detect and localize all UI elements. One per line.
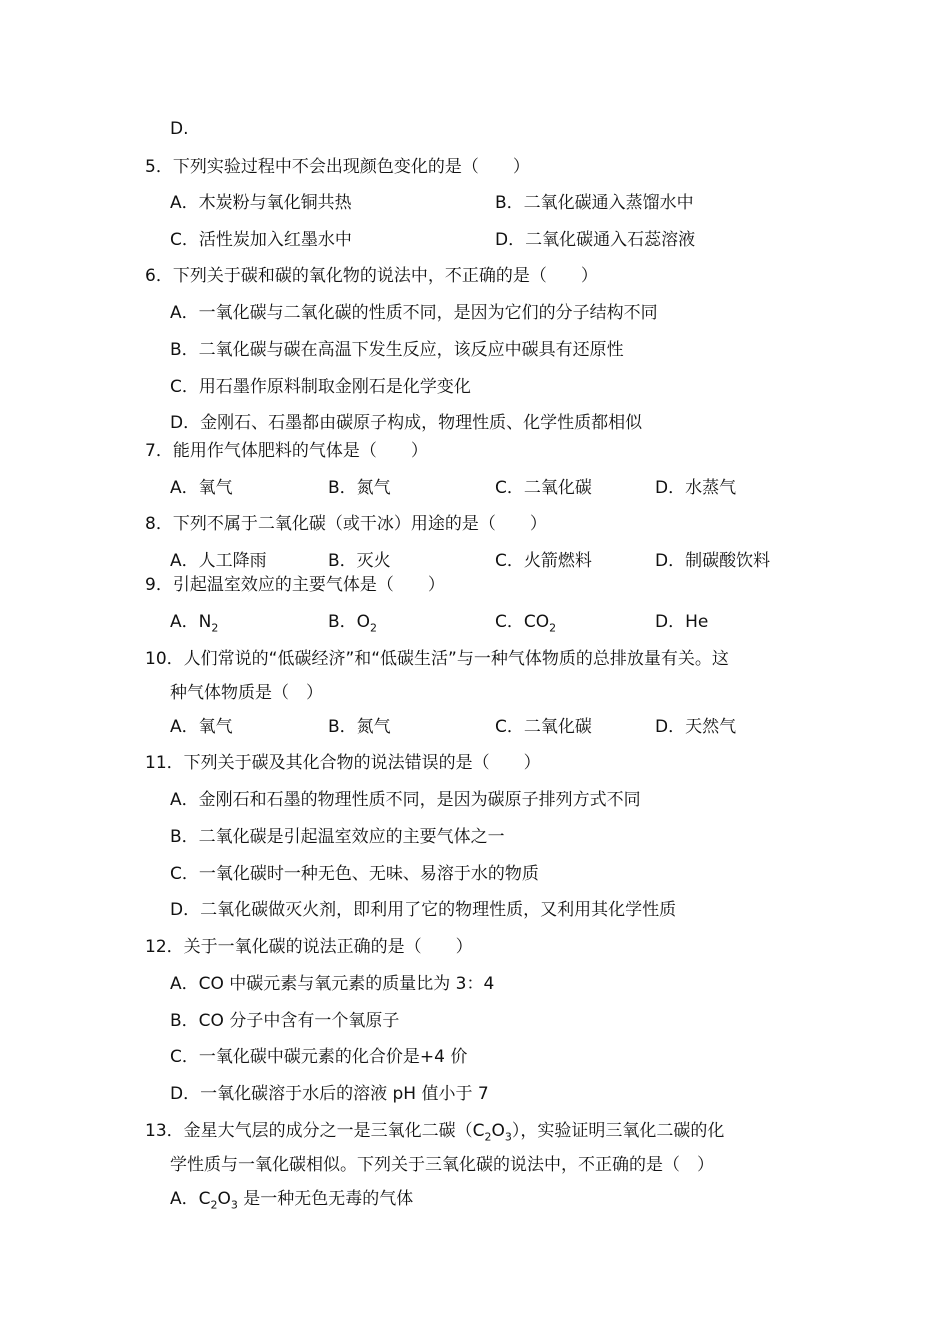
- q7-option-a: A．氧气: [170, 478, 233, 498]
- q11-option-d: D．二氧化碳做灭火剂，即利用了它的物理性质，又利用其化学性质: [170, 900, 677, 920]
- q10-option-c: C．二氧化碳: [495, 717, 592, 737]
- q7-option-b: B．氮气: [328, 478, 391, 498]
- q11-stem: 11．下列关于碳及其化合物的说法错误的是（ ）: [145, 753, 541, 773]
- q7-option-d: D．水蒸气: [655, 478, 737, 498]
- q13-stem-line2: 学性质与一氧化碳相似。下列关于三氧化碳的说法中，不正确的是（ ）: [170, 1155, 714, 1175]
- q5-option-b: B．二氧化碳通入蒸馏水中: [495, 193, 694, 213]
- q6-stem: 6．下列关于碳和碳的氧化物的说法中，不正确的是（ ）: [145, 266, 598, 286]
- q8-option-d: D．制碳酸饮料: [655, 551, 771, 571]
- q5-option-d: D．二氧化碳通入石蕊溶液: [495, 230, 696, 250]
- q10-option-a: A．氧气: [170, 717, 233, 737]
- q6-option-b: B．二氧化碳与碳在高温下发生反应，该反应中碳具有还原性: [170, 340, 624, 360]
- q5-option-a: A．木炭粉与氧化铜共热: [170, 193, 352, 213]
- q9-option-d: D．He: [655, 612, 709, 632]
- q10-stem-line1: 10．人们常说的“低碳经济”和“低碳生活”与一种气体物质的总排放量有关。这: [145, 649, 729, 669]
- q7-option-c: C．二氧化碳: [495, 478, 592, 498]
- q5-option-c: C．活性炭加入红墨水中: [170, 230, 352, 250]
- q8-option-a: A．人工降雨: [170, 551, 267, 571]
- q6-option-d: D．金刚石、石墨都由碳原子构成，物理性质、化学性质都相似: [170, 413, 643, 433]
- q8-option-c: C．火箭燃料: [495, 551, 592, 571]
- q10-option-b: B．氮气: [328, 717, 391, 737]
- q6-option-a: A．一氧化碳与二氧化碳的性质不同，是因为它们的分子结构不同: [170, 303, 658, 323]
- q12-stem: 12．关于一氧化碳的说法正确的是（ ）: [145, 937, 473, 957]
- q5-stem: 5．下列实验过程中不会出现颜色变化的是（ ）: [145, 157, 530, 177]
- q8-option-b: B．灭火: [328, 551, 391, 571]
- q9-stem: 9．引起温室效应的主要气体是（ ）: [145, 575, 445, 595]
- q12-option-c: C．一氧化碳中碳元素的化合价是+4 价: [170, 1047, 468, 1067]
- q10-stem-line2: 种气体物质是（ ）: [170, 683, 323, 703]
- q12-option-a: A．CO 中碳元素与氧元素的质量比为 3：4: [170, 974, 495, 994]
- q11-option-b: B．二氧化碳是引起温室效应的主要气体之一: [170, 827, 505, 847]
- q13-stem-line1: 13．金星大气层的成分之一是三氧化二碳$(C_2O_3)$，实验证明三氧化二碳的化: [145, 1121, 725, 1144]
- q4-option-d: D.: [170, 119, 189, 139]
- q6-option-c: C．用石墨作原料制取金刚石是化学变化: [170, 377, 471, 397]
- q13-option-a: A．$C_2O_3$ 是一种无色无毒的气体: [170, 1189, 414, 1212]
- q11-option-a: A．金刚石和石墨的物理性质不同，是因为碳原子排列方式不同: [170, 790, 641, 810]
- q9-option-c: C．$CO_2$: [495, 612, 557, 635]
- q9-option-b: B．$O_2$: [328, 612, 378, 635]
- q8-stem: 8．下列不属于二氧化碳（或干冰）用途的是（ ）: [145, 514, 547, 534]
- q7-stem: 7．能用作气体肥料的气体是（ ）: [145, 441, 428, 461]
- q10-option-d: D．天然气: [655, 717, 737, 737]
- q11-option-c: C．一氧化碳时一种无色、无味、易溶于水的物质: [170, 864, 539, 884]
- q9-option-a: A．$N_2$: [170, 612, 219, 635]
- q12-option-b: B．CO 分子中含有一个氧原子: [170, 1011, 400, 1031]
- q12-option-d: D．一氧化碳溶于水后的溶液 pH 值小于 7: [170, 1084, 489, 1104]
